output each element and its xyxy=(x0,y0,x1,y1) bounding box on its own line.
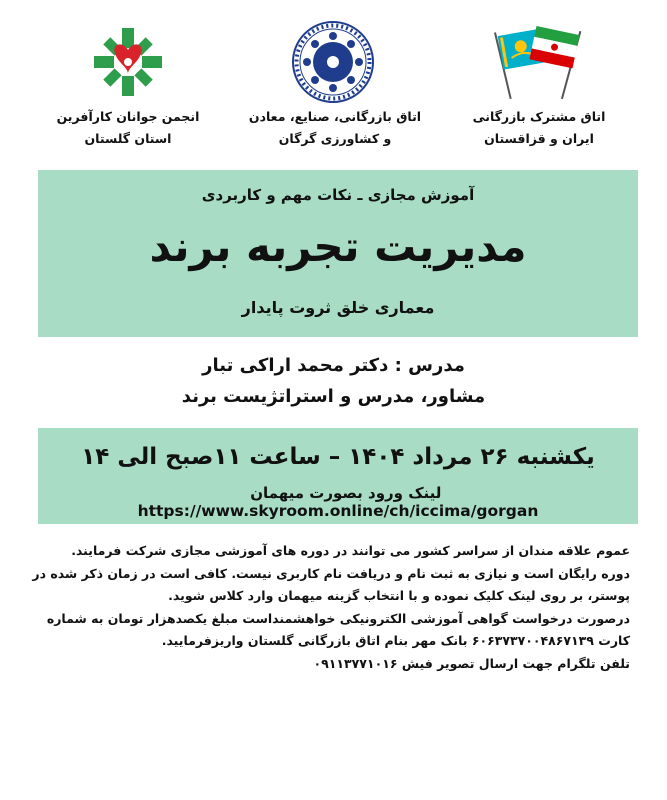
guest-link-row xyxy=(38,484,638,520)
center-logo-caption xyxy=(240,106,430,150)
center-logo-caption-line2: و کشاورزی گرگان xyxy=(278,131,392,146)
details-line-3: پوستر، بر روی لینک کلیک نموده و با انتخاب گزینه میهمان وارد کلاس شوید. xyxy=(168,588,630,603)
title-band xyxy=(38,170,638,337)
right-logo-caption xyxy=(444,106,634,150)
left-logo-caption-line2: استان گلستان xyxy=(84,131,172,146)
course-title: مدیریت تجربه برند xyxy=(149,222,527,271)
teacher-role: مشاور، مدرس و استراتژیست برند xyxy=(181,386,486,407)
course-subtitle: آموزش مجازی ـ نکات مهم و کاربردی xyxy=(201,186,475,204)
details-line-4: درصورت درخواست گواهی آموزشی الکترونیکی خواهشمنداست مبلغ یکصدهزار تومان به شماره xyxy=(46,610,630,626)
right-logo-caption-line1: اتاق مشترک بازرگانی xyxy=(472,109,606,124)
details-line-1: عموم علاقه مندان از سراسر کشور می توانند در دوره های آموزشی مجازی شرکت فرمایند. xyxy=(71,543,630,558)
iran-kazakhstan-flags-logo xyxy=(482,20,592,100)
session-date: یکشنبه ۲۶ مرداد ۱۴۰۴ – ساعت ۱۱صبح الی ۱۴ xyxy=(81,444,595,470)
chamber-of-commerce-logo xyxy=(283,18,383,106)
schedule-band xyxy=(38,428,638,524)
course-tagline: معماری خلق ثروت پایدار xyxy=(241,298,435,317)
details-line-6: تلفن تلگرام جهت ارسال تصویر فیش ۰۹۱۱۳۷۷۱۰۱۶ xyxy=(313,655,630,671)
guest-link-label: لینک ورود بصورت میهمان xyxy=(250,484,442,502)
details-line-2: دوره رایگان است و نیازی به ثبت نام و دریافت نام کاربری نیست. کافی است در زمان ذکر شده در xyxy=(32,565,630,581)
center-logo-caption-line1: اتاق بازرگانی، صنایع، معادن xyxy=(248,109,422,124)
young-entrepreneurs-logo xyxy=(78,22,178,102)
left-logo-caption-line1: انجمن جوانان کارآفرین xyxy=(56,109,200,124)
right-logo-caption-line2: ایران و قزاقستان xyxy=(484,131,594,146)
guest-link-url[interactable]: https://www.skyroom.online/ch/iccima/gorgan xyxy=(137,502,539,520)
details-text xyxy=(32,540,630,675)
teacher-name: مدرس : دکتر محمد اراکی تبار xyxy=(202,355,465,376)
details-line-5: کارت ۶۰۶۳۷۳۷۰۰۴۸۶۷۱۳۹ بانک مهر بنام اتاق بازرگانی گلستان واریزفرمایید. xyxy=(161,633,630,648)
left-logo-caption xyxy=(33,106,223,150)
